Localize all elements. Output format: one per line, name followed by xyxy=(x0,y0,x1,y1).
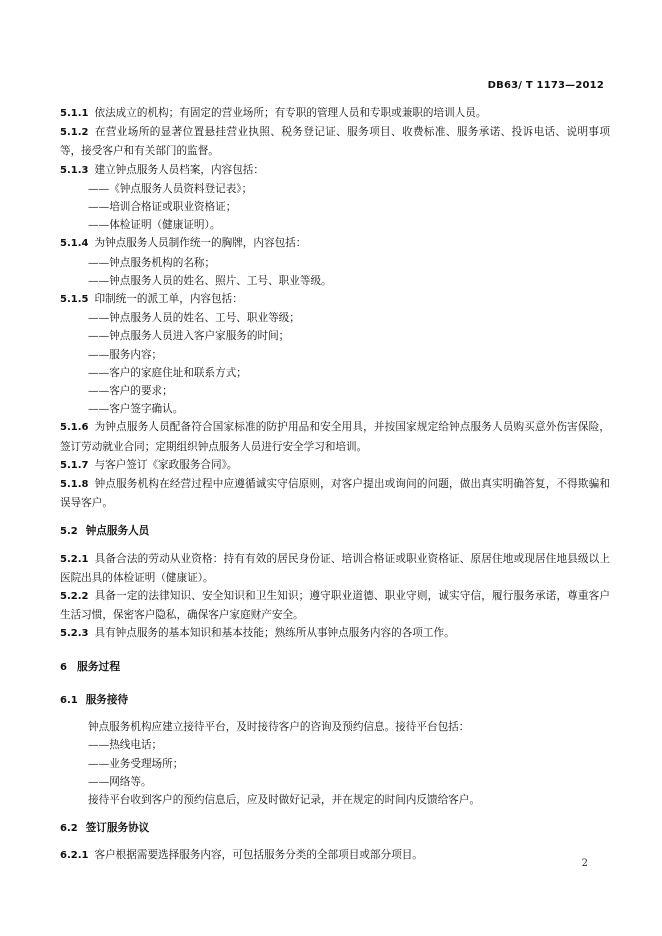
section-number: 6.1 xyxy=(60,694,78,706)
clause-5-1-4 xyxy=(60,234,610,253)
clause-5-2-1 xyxy=(60,550,610,587)
section-title: 签订服务协议 xyxy=(85,822,150,835)
clause-text: 为钟点服务人员配备符合国家标准的防护用品和安全用具，并按国家规定给钟点服务人员购买意外伤害保险，签订劳动就业合同；定期组织钟点服务人员进行安全学习和培训。 xyxy=(60,421,610,453)
clause-text: 客户根据需要选择服务内容，可包括服务分类的全部项目或部分项目。 xyxy=(94,849,423,862)
clause-number: 5.1.7 xyxy=(60,459,89,471)
clause-5-1-2 xyxy=(60,123,610,160)
paragraph-intro: 钟点服务机构应建立接待平台，及时接待客户的咨询及预约信息。接待平台包括： xyxy=(88,721,470,734)
list-item: ——客户的要求； xyxy=(88,385,173,398)
document-code-header: DB63/ T 1173—2012 xyxy=(487,80,604,91)
clause-5-1-3 xyxy=(60,161,610,180)
chapter-number: 6 xyxy=(60,661,67,673)
list-item: ——钟点服务机构的名称； xyxy=(88,256,216,269)
clause-number: 5.2.3 xyxy=(60,628,89,640)
clause-text: 在营业场所的显著位置悬挂营业执照、税务登记证、服务项目、收费标准、服务承诺、投诉电话、说明事项等，接受客户和有关部门的监督。 xyxy=(60,126,610,158)
list-item: ——体检证明（健康证明）。 xyxy=(88,219,221,232)
list-item: ——钟点服务人员的姓名、照片、工号、职业等级。 xyxy=(88,274,332,287)
clause-text: 钟点服务机构在经营过程中应遵循诚实守信原则，对客户提出或询问的问题，做出真实明确答复，不得欺骗和误导客户。 xyxy=(60,478,610,510)
clause-text: 具有钟点服务的基本知识和基本技能；熟练所从事钟点服务内容的各项工作。 xyxy=(94,627,455,640)
clause-5-1-7 xyxy=(60,456,610,475)
clause-text: 建立钟点服务人员档案，内容包括： xyxy=(94,163,264,176)
clause-5-1-1 xyxy=(60,104,610,123)
clause-number: 5.1.3 xyxy=(60,164,89,176)
chapter-title: 服务过程 xyxy=(76,659,121,673)
list-item: ——热线电话； xyxy=(88,739,163,752)
list-item: ——钟点服务人员的姓名、工号、职业等级； xyxy=(88,312,300,325)
section-number: 5.2 xyxy=(60,526,78,538)
clause-text: 印制统一的派工单，内容包括： xyxy=(94,293,243,306)
clause-text: 与客户签订《家政服务合同》。 xyxy=(94,458,238,471)
page-number: 2 xyxy=(581,858,588,869)
list-item: ——网络等。 xyxy=(88,775,152,788)
clause-text: 具备一定的法律知识、安全知识和卫生知识；遵守职业道德、职业守则，诚实守信，履行服务承诺，尊重客户生活习惯，保密客户隐私，确保客户家庭财产安全。 xyxy=(60,590,610,622)
clause-number: 6.2.1 xyxy=(60,850,89,862)
clause-6-2-1 xyxy=(60,846,610,865)
list-item: ——业务受理场所； xyxy=(88,757,184,770)
list-item: ——服务内容； xyxy=(88,348,163,361)
section-heading-6-2 xyxy=(60,819,610,838)
clause-number: 5.1.2 xyxy=(60,127,89,139)
clause-5-1-5 xyxy=(60,290,610,309)
clause-number: 5.1.1 xyxy=(60,108,89,119)
document-body xyxy=(60,104,610,866)
clause-text: 依法成立的机构；有固定的营业场所；有专职的管理人员和专职或兼职的培训人员。 xyxy=(94,107,487,119)
list-item: ——客户签字确认。 xyxy=(88,403,184,416)
clause-number: 5.2.1 xyxy=(60,553,89,565)
paragraph-outro: 接待平台收到客户的预约信息后，应及时做好记录，并在规定的时间内反馈给客户。 xyxy=(88,793,480,806)
section-heading-5-2 xyxy=(60,522,610,541)
clause-text: 为钟点服务人员制作统一的胸牌，内容包括： xyxy=(94,237,307,250)
section-heading-6-1 xyxy=(60,691,610,710)
clause-5-2-2 xyxy=(60,587,610,624)
section-title: 服务接待 xyxy=(85,693,129,706)
clause-5-1-6 xyxy=(60,418,610,455)
section-title: 钟点服务人员 xyxy=(85,525,150,538)
list-item: ——钟点服务人员进入客户家服务的时间； xyxy=(88,330,290,343)
clause-text: 具备合法的劳动从业资格：持有有效的居民身份证、培训合格证或职业资格证、原居住地或现居住地县级以上医院出具的体检证明（健康证）。 xyxy=(60,552,610,584)
clause-number: 5.2.2 xyxy=(60,591,89,603)
clause-5-2-3 xyxy=(60,624,610,643)
chapter-heading-6 xyxy=(60,658,610,677)
clause-number: 5.1.6 xyxy=(60,422,89,434)
clause-5-1-8 xyxy=(60,475,610,512)
clause-number: 5.1.5 xyxy=(60,294,89,306)
clause-number: 5.1.4 xyxy=(60,238,89,250)
list-item: ——客户的家庭住址和联系方式； xyxy=(88,366,247,379)
section-number: 6.2 xyxy=(60,823,78,835)
list-item: ——培训合格证或职业资格证； xyxy=(88,201,237,214)
list-item: ——《钟点服务人员资料登记表》； xyxy=(88,182,253,195)
clause-number: 5.1.8 xyxy=(60,479,89,491)
